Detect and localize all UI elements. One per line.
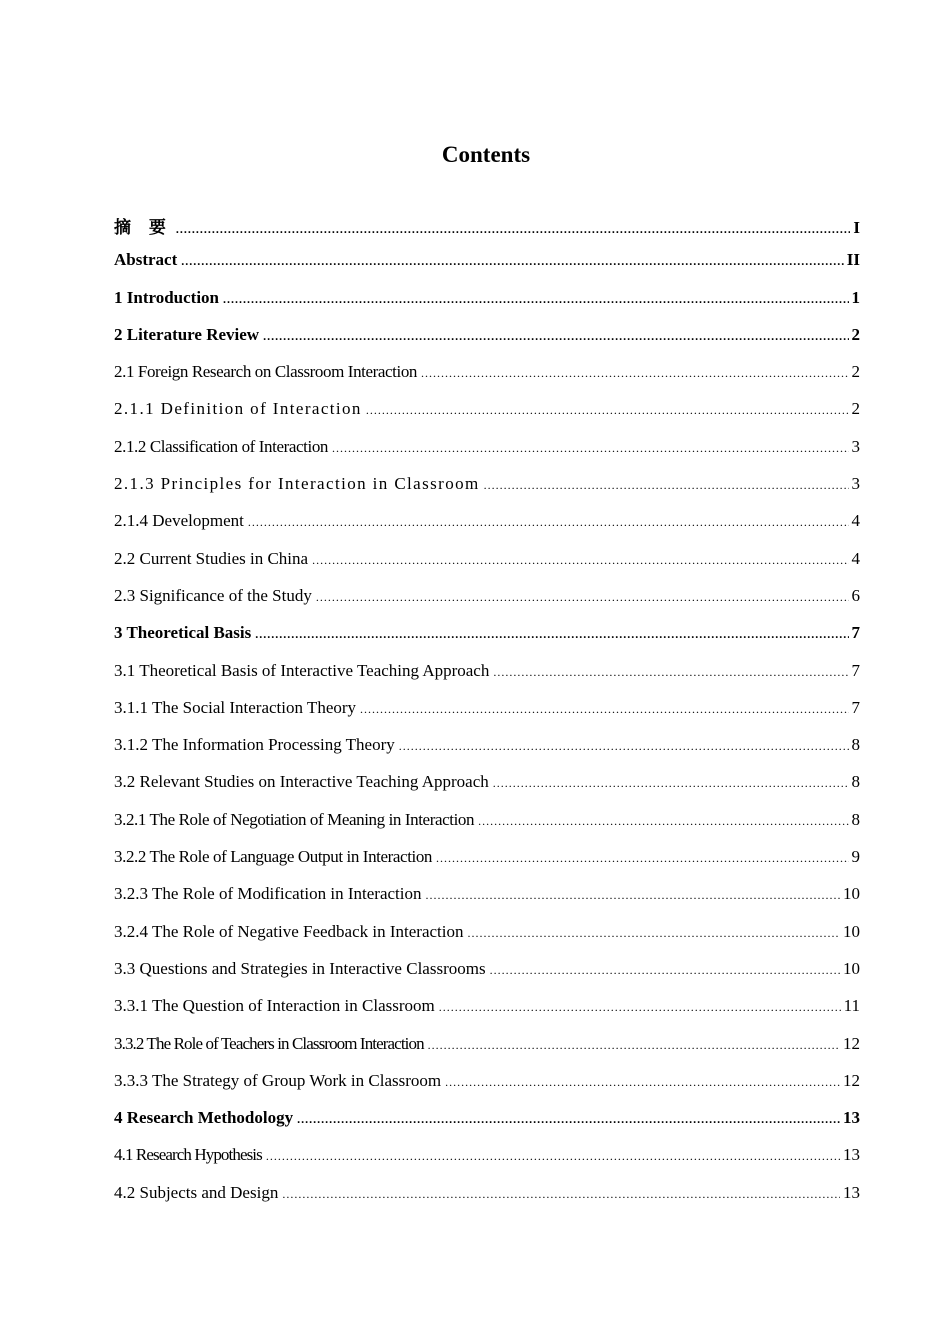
toc-entry[interactable] xyxy=(114,1183,860,1220)
toc-entry-title: 2.1.1 Definition of Interaction xyxy=(114,399,362,419)
toc-entry[interactable] xyxy=(114,922,860,959)
toc-page-number: 7 xyxy=(851,697,860,717)
toc-entry[interactable] xyxy=(114,959,860,996)
toc-page-number: 4 xyxy=(851,548,860,568)
toc-dot-leader xyxy=(282,1187,840,1202)
toc-entry[interactable] xyxy=(114,623,860,660)
toc-entry-title: 摘 要 xyxy=(114,218,172,238)
toc-page-number: 8 xyxy=(851,735,860,755)
toc-entry[interactable] xyxy=(114,847,860,884)
toc-entry-title: 3.2.3 The Role of Modification in Interaction xyxy=(114,884,422,904)
toc-entry[interactable] xyxy=(114,735,860,772)
toc-entry[interactable] xyxy=(114,996,860,1033)
toc-page-number: 6 xyxy=(851,585,860,605)
toc-entry-title: 4 Research Methodology xyxy=(114,1108,294,1128)
toc-entry-title: 3.3 Questions and Strategies in Interactive Classrooms xyxy=(114,958,486,978)
toc-entry[interactable] xyxy=(114,437,860,474)
page-title: Contents xyxy=(441,142,531,168)
toc-dot-leader xyxy=(445,1075,840,1090)
toc-dot-leader xyxy=(436,851,848,866)
toc-entry[interactable] xyxy=(114,474,860,511)
toc-entry-title: 3.1.1 The Social Interaction Theory xyxy=(114,697,357,717)
toc-entry[interactable] xyxy=(114,661,860,698)
toc-dot-leader xyxy=(468,926,841,941)
toc-dot-leader xyxy=(428,1038,840,1053)
toc-page-number: 13 xyxy=(843,1182,860,1202)
toc-page-number: 13 xyxy=(843,1108,860,1128)
toc-entry-title: 3.3.2 The Role of Teachers in Classroom Interaction xyxy=(114,1033,424,1053)
toc-page-number: 7 xyxy=(851,623,860,643)
toc-dot-leader xyxy=(493,665,848,680)
toc-entry[interactable] xyxy=(114,549,860,586)
toc-entry[interactable] xyxy=(114,772,860,809)
toc-entry-title: 2 Literature Review xyxy=(114,324,260,344)
toc-entry-title: 2.1 Foreign Research on Classroom Interaction xyxy=(114,362,418,382)
toc-dot-leader xyxy=(484,478,849,493)
toc-entry[interactable] xyxy=(114,399,860,436)
toc-entry[interactable] xyxy=(114,362,860,399)
toc-page-number: 4 xyxy=(851,511,860,531)
toc-entry[interactable] xyxy=(114,1034,860,1071)
toc-entry[interactable] xyxy=(114,810,860,847)
toc-page-number: 12 xyxy=(843,1033,860,1053)
toc-entry-title: 3.2.1 The Role of Negotiation of Meaning in Interaction xyxy=(114,809,475,829)
toc-entry-title: 4.1 Research Hypothesis xyxy=(114,1145,262,1165)
toc-dot-leader xyxy=(478,814,848,829)
toc-entry[interactable] xyxy=(114,1145,860,1182)
toc-entry[interactable] xyxy=(114,288,860,325)
toc-page-number: 11 xyxy=(843,996,860,1016)
toc-page-number: 8 xyxy=(851,772,860,792)
toc-entry[interactable] xyxy=(114,511,860,548)
toc-dot-leader xyxy=(426,888,840,903)
toc-page-number: 13 xyxy=(843,1145,860,1165)
toc-entry-title: 3.2 Relevant Studies on Interactive Teaching Approach xyxy=(114,772,489,792)
toc-entry[interactable] xyxy=(114,698,860,735)
toc-page-number: 9 xyxy=(851,847,860,867)
toc-page-number: 10 xyxy=(843,921,860,941)
toc-page-number: 10 xyxy=(843,958,860,978)
toc-dot-leader xyxy=(248,515,849,530)
toc-page-number: 10 xyxy=(843,884,860,904)
toc-dot-leader xyxy=(312,553,848,568)
toc-entry-title: 3.1.2 The Information Processing Theory xyxy=(114,735,395,755)
toc-entry-title: 3.2.4 The Role of Negative Feedback in Interaction xyxy=(114,921,464,941)
toc-page-number: 8 xyxy=(851,809,860,829)
toc-entry-title: 1 Introduction xyxy=(114,287,220,307)
toc-entry[interactable] xyxy=(114,1108,860,1145)
toc-entry-title: 2.3 Significance of the Study xyxy=(114,585,312,605)
toc-dot-leader xyxy=(266,1149,840,1164)
toc-entry[interactable] xyxy=(114,1071,860,1108)
toc-dot-leader xyxy=(316,590,849,605)
toc-entry-title: 2.1.3 Principles for Interaction in Classroom xyxy=(114,474,480,494)
toc-dot-leader xyxy=(421,366,848,381)
toc-page-number: 12 xyxy=(843,1070,860,1090)
toc-page-number: 2 xyxy=(851,399,860,419)
toc-dot-leader xyxy=(297,1112,840,1127)
toc-page-number: I xyxy=(853,218,860,237)
toc-entry-title: 2.1.4 Development xyxy=(114,511,244,531)
toc-dot-leader xyxy=(493,776,849,791)
toc-page-number: 2 xyxy=(851,362,860,382)
toc-entry[interactable] xyxy=(114,213,860,250)
toc-dot-leader xyxy=(223,292,848,307)
toc-entry-title: 3.3.1 The Question of Interaction in Classroom xyxy=(114,996,435,1016)
toc-dot-leader xyxy=(399,739,849,754)
toc-entry-title: 4.2 Subjects and Design xyxy=(114,1182,279,1202)
toc-page-number: 3 xyxy=(851,474,860,494)
toc-entry[interactable] xyxy=(114,250,860,287)
toc-page-number: 3 xyxy=(851,436,860,456)
toc-entry-title: 3.3.3 The Strategy of Group Work in Classroom xyxy=(114,1070,442,1090)
toc-page-number: II xyxy=(846,250,860,270)
toc-dot-leader xyxy=(439,1000,841,1015)
table-of-contents xyxy=(114,213,860,1220)
toc-entry[interactable] xyxy=(114,884,860,921)
toc-entry-title: 2.1.2 Classification of Interaction xyxy=(114,436,329,456)
toc-dot-leader xyxy=(176,222,850,237)
toc-page-number: 7 xyxy=(851,660,860,680)
toc-dot-leader xyxy=(332,441,848,456)
toc-dot-leader xyxy=(366,403,849,418)
toc-entry-title: 3.1 Theoretical Basis of Interactive Teaching Approach xyxy=(114,660,490,680)
toc-dot-leader xyxy=(490,963,840,978)
toc-entry-title: Abstract xyxy=(114,250,178,270)
toc-entry-title: 3 Theoretical Basis xyxy=(114,623,252,643)
toc-page-number: 1 xyxy=(851,287,860,307)
toc-dot-leader xyxy=(360,702,848,717)
toc-entry-title: 2.2 Current Studies in China xyxy=(114,548,309,568)
toc-entry[interactable] xyxy=(114,325,860,362)
toc-dot-leader xyxy=(255,627,848,642)
toc-entry[interactable] xyxy=(114,586,860,623)
toc-dot-leader xyxy=(263,329,848,344)
toc-page-number: 2 xyxy=(851,324,860,344)
toc-dot-leader xyxy=(181,254,844,269)
toc-entry-title: 3.2.2 The Role of Language Output in Interaction xyxy=(114,847,433,867)
